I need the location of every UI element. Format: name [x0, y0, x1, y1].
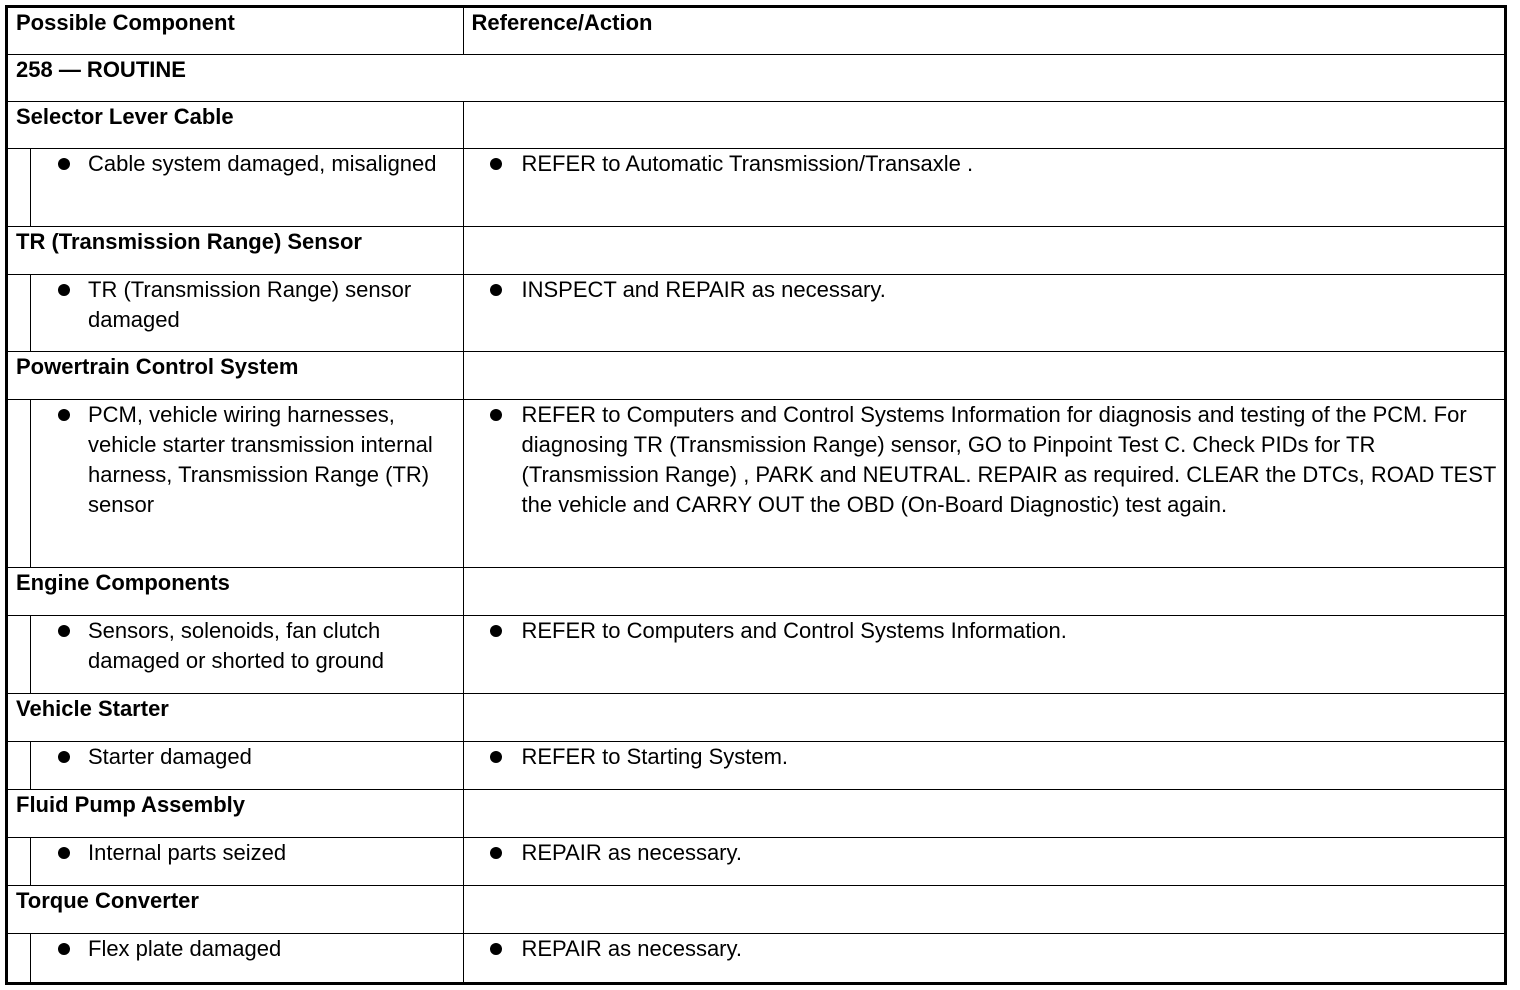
component-item: [8, 934, 463, 964]
category-empty-cell: [463, 886, 1504, 934]
action-cell: [463, 149, 1504, 227]
detail-row: [8, 838, 1504, 886]
detail-row: [8, 616, 1504, 694]
diagnostic-table-frame: [5, 5, 1507, 985]
action-cell: [463, 275, 1504, 352]
category-cell: [8, 352, 463, 400]
category-cell: [8, 694, 463, 742]
action-cell: [463, 838, 1504, 886]
diagnostic-table: [8, 8, 1504, 982]
bullet-icon: [58, 158, 70, 170]
bullet-icon: [58, 847, 70, 859]
category-empty-cell: [463, 102, 1504, 149]
component-cell: [8, 934, 463, 982]
category-cell: [8, 227, 463, 275]
routine-cell: [8, 55, 1504, 102]
category-row: [8, 568, 1504, 616]
bullet-icon: [490, 943, 502, 955]
bullet-icon: [490, 158, 502, 170]
component-cell: [8, 400, 463, 568]
component-text: Flex plate damaged: [88, 936, 282, 962]
bullet-icon: [490, 751, 502, 763]
component-text: Cable system damaged, misaligned: [88, 151, 437, 177]
category-row: [8, 694, 1504, 742]
routine-row: [8, 55, 1504, 102]
action-item: [464, 275, 1505, 305]
component-text: Internal parts seized: [88, 840, 287, 866]
action-cell: [463, 616, 1504, 694]
action-item: [464, 838, 1505, 868]
action-text: REFER to Automatic Transmission/Transaxle .: [521, 151, 974, 177]
category-label: Selector Lever Cable: [16, 104, 234, 130]
component-item: [8, 742, 463, 772]
header-possible-component: [8, 8, 463, 55]
detail-row: [8, 742, 1504, 790]
action-text: REPAIR as necessary.: [521, 840, 742, 866]
component-item: [8, 275, 463, 335]
action-item: [464, 149, 1505, 179]
action-text: REFER to Starting System.: [521, 744, 789, 770]
category-cell: [8, 102, 463, 149]
category-empty-cell: [463, 227, 1504, 275]
category-label: Powertrain Control System: [16, 354, 299, 380]
table-header-row: [8, 8, 1504, 55]
category-cell: [8, 790, 463, 838]
bullet-icon: [490, 847, 502, 859]
action-cell: [463, 400, 1504, 568]
component-cell: [8, 616, 463, 694]
action-text: REFER to Computers and Control Systems Information for diagnosis and testing of the PCM. For diagnosing TR (Transmission Range) sensor, GO to Pinpoint Test C. Check PIDs for TR (Transmission Range) , PARK and NEUTRAL. REPAIR as required. CLEAR the DTCs, ROAD TEST the vehicle and CARRY OUT the OBD (On-Board Diagnostic) test again.: [521, 402, 1496, 518]
category-row: [8, 227, 1504, 275]
action-cell: [463, 934, 1504, 982]
action-cell: [463, 742, 1504, 790]
component-cell: [8, 838, 463, 886]
action-item: [464, 934, 1505, 964]
category-label: Vehicle Starter: [16, 696, 169, 722]
header-reference-action: [463, 8, 1504, 55]
component-text: Starter damaged: [88, 744, 252, 770]
category-label: Torque Converter: [16, 888, 199, 914]
bullet-icon: [58, 409, 70, 421]
action-item: [464, 400, 1505, 520]
detail-row: [8, 934, 1504, 982]
category-row: [8, 886, 1504, 934]
category-empty-cell: [463, 790, 1504, 838]
category-row: [8, 790, 1504, 838]
header-col2-label: Reference/Action: [471, 10, 653, 35]
bullet-icon: [58, 625, 70, 637]
category-label: Fluid Pump Assembly: [16, 792, 246, 818]
category-empty-cell: [463, 352, 1504, 400]
category-empty-cell: [463, 568, 1504, 616]
category-label: Engine Components: [16, 570, 230, 596]
category-cell: [8, 886, 463, 934]
action-text: REFER to Computers and Control Systems Information.: [521, 618, 1067, 644]
component-item: [8, 400, 463, 520]
action-text: REPAIR as necessary.: [521, 936, 742, 962]
component-item: [8, 838, 463, 868]
category-row: [8, 102, 1504, 149]
component-cell: [8, 149, 463, 227]
component-cell: [8, 275, 463, 352]
header-col1-label: Possible Component: [16, 10, 235, 35]
component-cell: [8, 742, 463, 790]
bullet-icon: [490, 284, 502, 296]
component-text: Sensors, solenoids, fan clutch damaged or shorted to ground: [88, 618, 384, 674]
category-label: TR (Transmission Range) Sensor: [16, 229, 362, 255]
action-item: [464, 616, 1505, 646]
detail-row: [8, 400, 1504, 568]
component-text: PCM, vehicle wiring harnesses, vehicle starter transmission internal harness, Transmission Range (TR) sensor: [88, 402, 433, 518]
component-item: [8, 149, 463, 179]
routine-label: 258 — ROUTINE: [16, 57, 186, 83]
component-item: [8, 616, 463, 676]
bullet-icon: [58, 943, 70, 955]
action-item: [464, 742, 1505, 772]
bullet-icon: [58, 751, 70, 763]
detail-row: [8, 149, 1504, 227]
action-text: INSPECT and REPAIR as necessary.: [521, 277, 886, 303]
bullet-icon: [58, 284, 70, 296]
bullet-icon: [490, 625, 502, 637]
category-row: [8, 352, 1504, 400]
bullet-icon: [490, 409, 502, 421]
detail-row: [8, 275, 1504, 352]
category-empty-cell: [463, 694, 1504, 742]
component-text: TR (Transmission Range) sensor damaged: [88, 277, 412, 333]
category-cell: [8, 568, 463, 616]
